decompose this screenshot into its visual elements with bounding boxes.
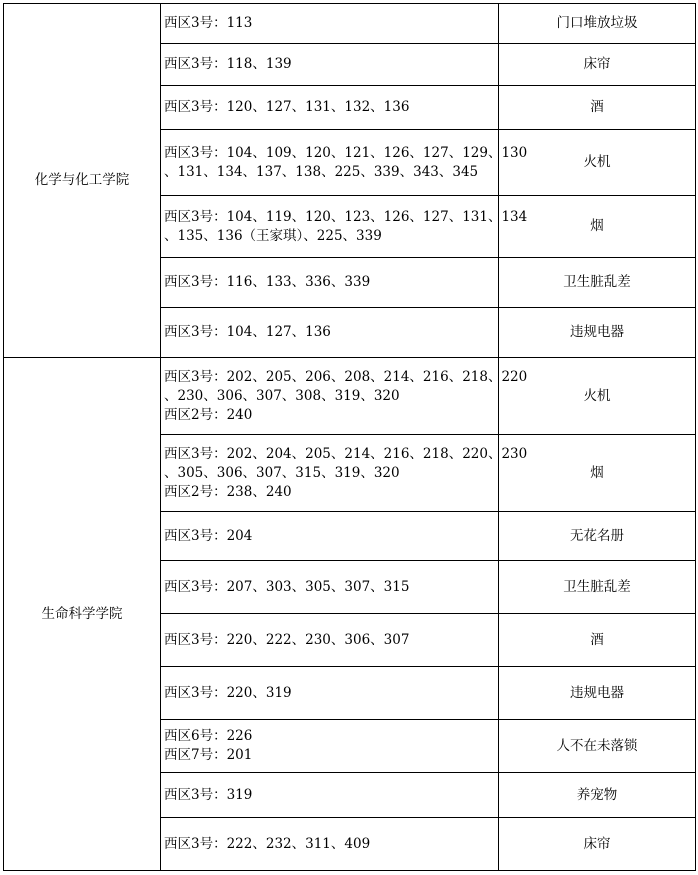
rooms-cell [161, 720, 499, 773]
rooms-cell [161, 435, 528, 512]
college-name-cell: 化学与化工学院 [4, 4, 161, 358]
issue-cell: 违规电器 [499, 667, 696, 720]
rooms-cell [161, 44, 499, 86]
rooms-line: 西区3号：222、232、311、409 [164, 835, 371, 852]
rooms-cell [161, 358, 528, 435]
issue-cell: 卫生脏乱差 [499, 258, 696, 308]
rooms-line: 西区3号：220、319 [164, 684, 292, 701]
rooms-line: 西区3号：207、303、305、307、315 [164, 578, 410, 595]
rooms-line: 西区6号：226 [164, 728, 253, 744]
issue-cell: 床帘 [499, 44, 696, 86]
rooms-line: 、230、306、307、308、319、320 [164, 387, 400, 404]
inspection-table [3, 3, 696, 871]
rooms-line: 西区3号：104、127、136 [164, 324, 331, 340]
rooms-line: 西区3号：202、204、205、214、216、218、220、230 [164, 445, 528, 462]
rooms-line: 、131、134、137、138、225、339、343、345 [164, 163, 479, 180]
rooms-line: 西区7号：201 [164, 747, 253, 763]
issue-cell: 卫生脏乱差 [499, 561, 696, 614]
rooms-cell [161, 86, 499, 130]
rooms-line: 西区2号：238、240 [164, 483, 292, 500]
rooms-line: 、305、306、307、315、319、320 [164, 464, 400, 481]
rooms-line: 西区3号：104、119、120、123、126、127、131、134 [164, 208, 528, 225]
rooms-cell [161, 512, 499, 561]
rooms-cell [161, 258, 499, 308]
issue-cell: 人不在未落锁 [499, 720, 696, 773]
issue-cell: 违规电器 [499, 308, 696, 358]
rooms-cell [161, 308, 499, 358]
issue-cell: 烟 [499, 196, 696, 258]
issue-cell: 养宠物 [499, 773, 696, 818]
issue-cell: 火机 [499, 130, 696, 196]
issue-cell: 门口堆放垃圾 [499, 4, 696, 44]
rooms-cell [161, 773, 499, 818]
rooms-cell [161, 818, 499, 871]
table-row [4, 358, 696, 435]
issue-cell: 酒 [499, 86, 696, 130]
issue-cell: 火机 [499, 358, 696, 435]
rooms-line: 西区3号：204 [164, 527, 253, 544]
issue-cell: 无花名册 [499, 512, 696, 561]
issue-cell: 烟 [499, 435, 696, 512]
rooms-line: 西区3号：202、205、206、208、214、216、218、220 [164, 368, 528, 385]
rooms-line: 西区3号：220、222、230、306、307 [164, 631, 410, 648]
rooms-line: 西区2号：240 [164, 406, 253, 423]
inspection-table-body [4, 4, 696, 871]
rooms-line: 、135、136（王家琪）、225、339 [164, 227, 382, 244]
issue-cell: 酒 [499, 614, 696, 667]
rooms-line: 西区3号：118、139 [164, 56, 292, 72]
rooms-cell [161, 4, 499, 44]
rooms-cell [161, 130, 528, 196]
issue-cell: 床帘 [499, 818, 696, 871]
rooms-line: 西区3号：116、133、336、339 [164, 274, 371, 290]
rooms-line: 西区3号：104、109、120、121、126、127、129、130 [164, 144, 528, 161]
rooms-cell [161, 196, 528, 258]
rooms-line: 西区3号：120、127、131、132、136 [164, 99, 410, 115]
rooms-line: 西区3号：319 [164, 786, 253, 803]
rooms-cell [161, 667, 499, 720]
rooms-line: 西区3号：113 [164, 15, 253, 31]
rooms-cell [161, 561, 499, 614]
table-row [4, 4, 696, 44]
college-name-cell: 生命科学学院 [4, 358, 161, 871]
rooms-cell [161, 614, 499, 667]
